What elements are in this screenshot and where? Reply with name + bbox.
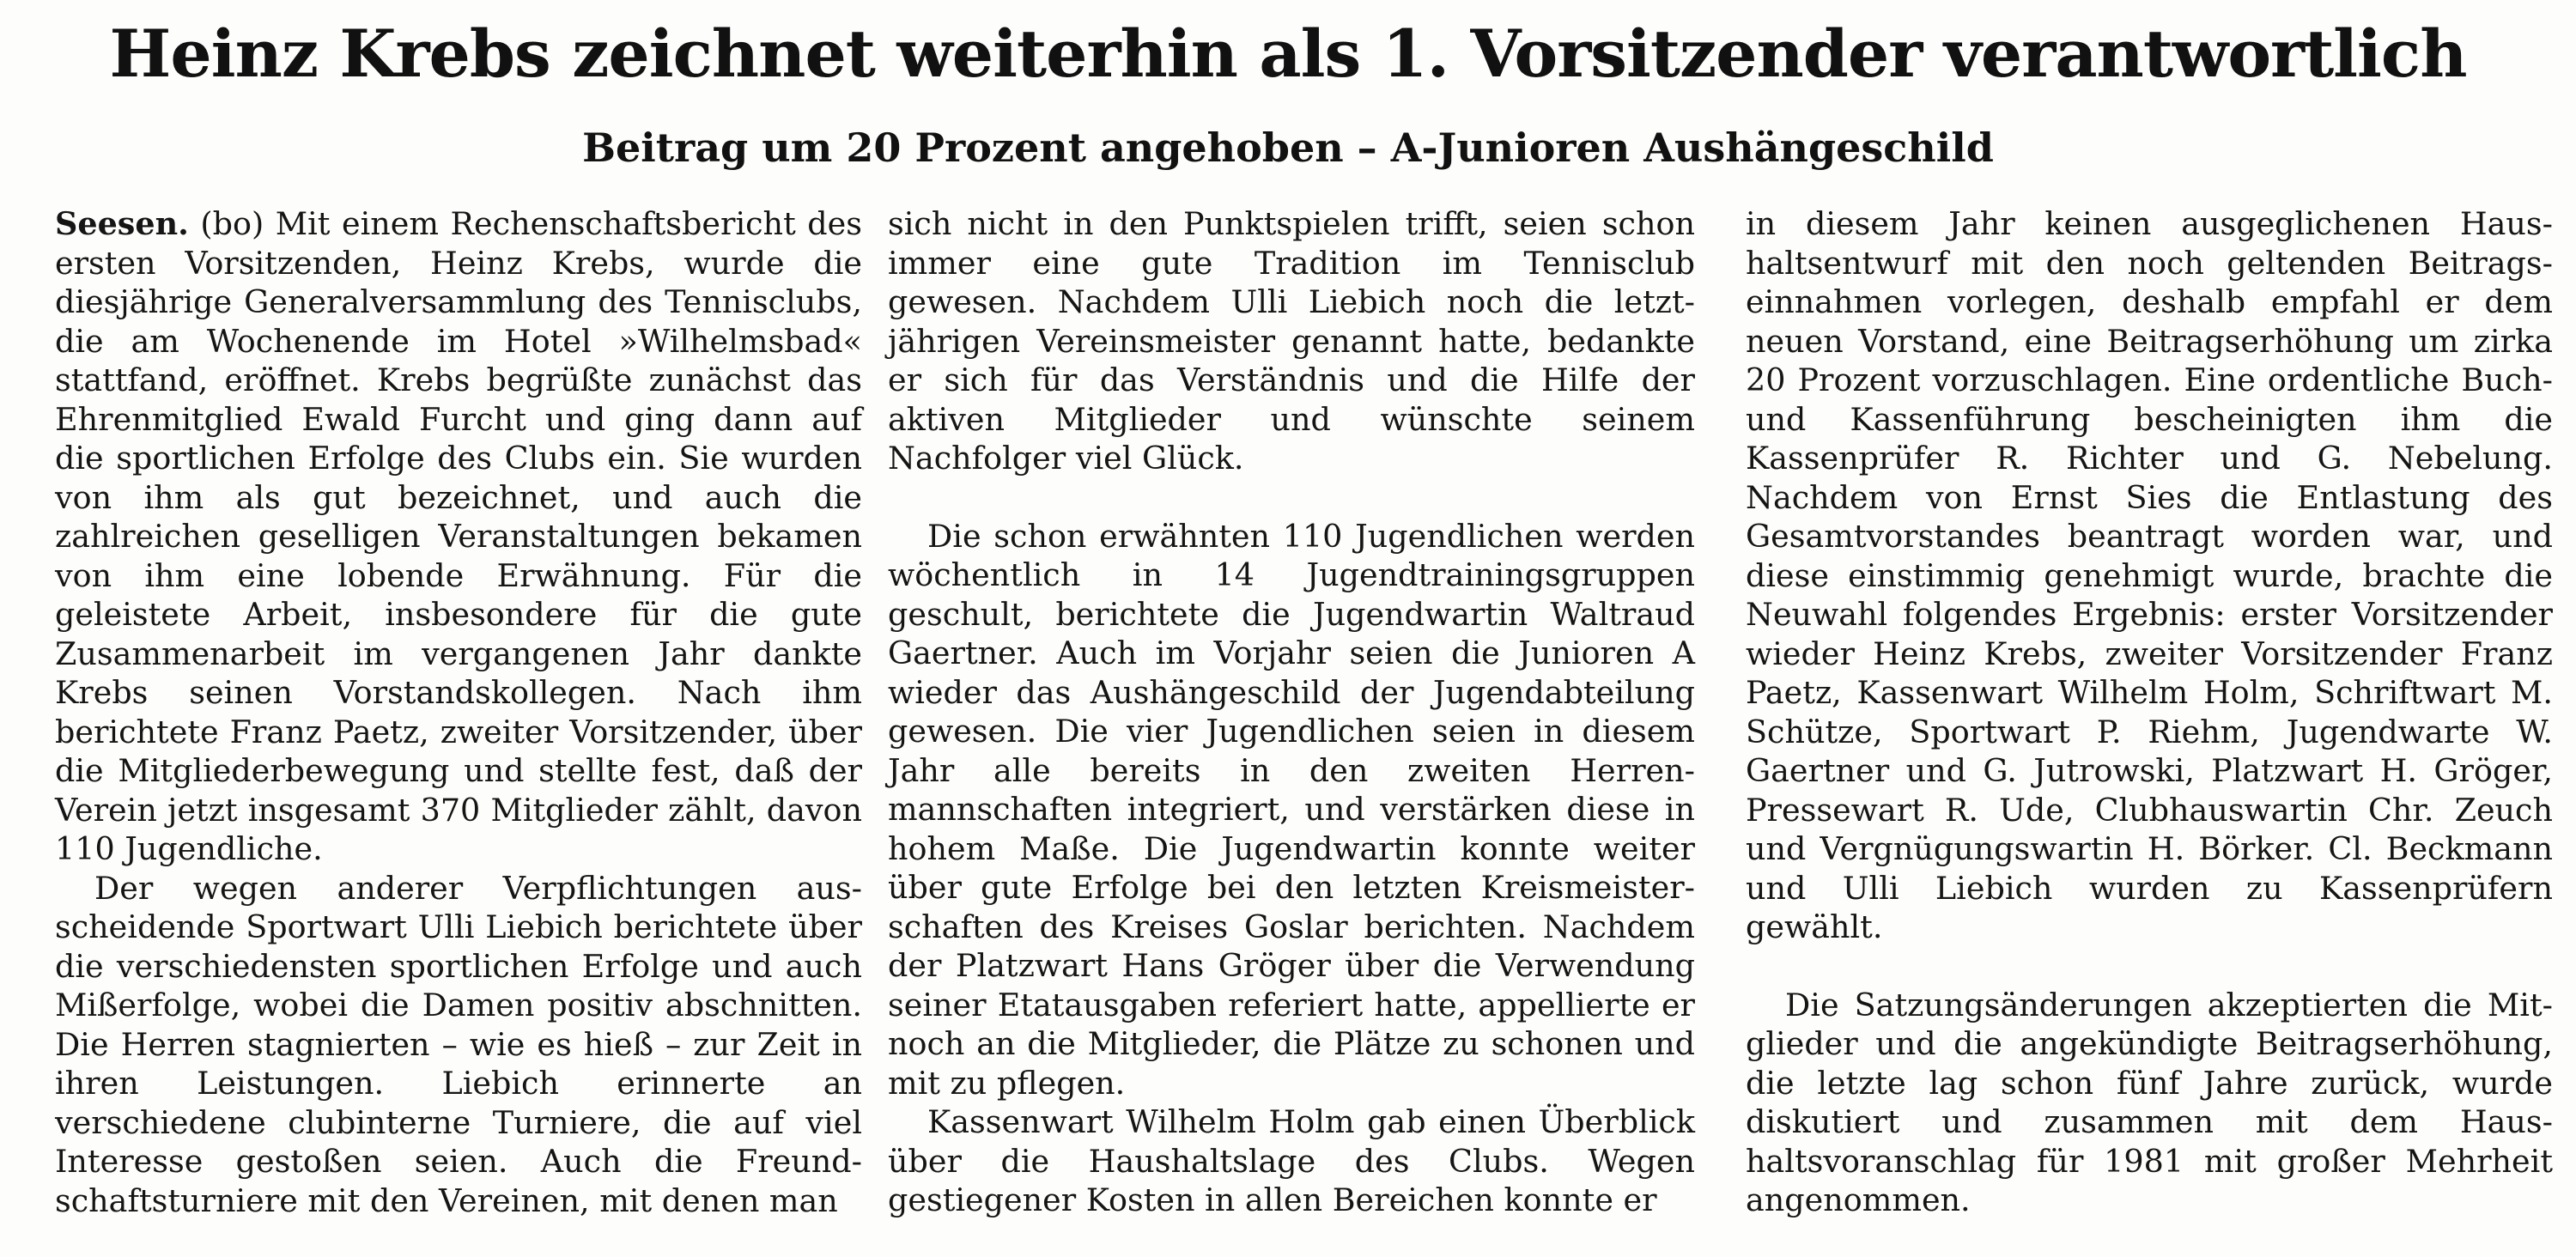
article-column-1 xyxy=(55,204,862,1220)
paragraph-text: (bo) Mit einem Rechenschaftsbericht des ersten Vorsitzenden, Heinz Krebs, wurde die diesjährige Generalversammlung des Tennisclubs, die am Wochenende im Hotel »Wilhelmsbad« stattfand, eröffnet. Krebs begrüßte zunächst das Ehrenmitglied Ewald Furcht und ging dann auf die sportlichen Erfolge des Clubs ein. Sie wurden von ihm als gut bezeichnet, und auch die zahlreichen geselligen Veranstaltungen bekamen von ihm eine lobende Erwähnung. Für die geleistete Arbeit, insbesondere für die gute Zusammenarbeit im vergangenen Jahr dankte Krebs seinen Vorstandskollegen. Nach ihm berichtete Franz Paetz, zweiter Vorsitzender, über die Mitgliederbewegung und stellte fest, daß der Verein jetzt insgesamt 370 Mitglieder zählt, davon 110 Jugendliche. xyxy=(55,205,862,867)
article-paragraph xyxy=(888,1102,1695,1220)
article-column-3 xyxy=(1746,204,2553,1220)
paragraph-text: Der wegen anderer Verpflichtungen ausscheidende Sportwart Ulli Liebich berichtete über die verschiedensten sportlichen Erfolge und auch Mißerfolge, wobei die Damen positiv abschnitten. Die Herren stagnierten – wie es hieß – zur Zeit in ihren Leistungen. Liebich erinnerte an verschiedene clubinterne Turniere, die auf viel Interesse gestoßen seien. Auch die Freundschaftsturniere mit den Vereinen, mit denen man xyxy=(55,869,862,1219)
article-paragraph xyxy=(888,517,1695,1103)
article-headline: Heinz Krebs zeichnet weiterhin als 1. Vorsitzender verantwortlich xyxy=(109,15,2467,92)
article-paragraph xyxy=(55,204,862,869)
article-column-2 xyxy=(888,204,1695,1220)
paragraph-text: Die schon erwähnten 110 Jugendlichen werden wöchentlich in 14 Jugendtrainingsgruppen geschult, berichtete die Jugendwartin Waltraud Gaertner. Auch im Vorjahr seien die Junioren A wieder das Aushängeschild der Jugendabteilung gewesen. Die vier Jugendlichen seien in diesem Jahr alle bereits in den zweiten Herrenmannschaften integriert, und verstärken diese in hohem Maße. Die Jugendwartin konnte weiter über gute Erfolge bei den letzten Kreismeisterschaften des Kreises Goslar berichten. Nachdem der Platzwart Hans Gröger über die Verwendung seiner Etatausgaben referiert hatte, appellierte er noch an die Mitglieder, die Plätze zu schonen und mit zu pflegen. xyxy=(888,517,1695,1102)
article-paragraph xyxy=(55,869,862,1221)
paragraph-text: Die Satzungsänderungen akzeptierten die Mitglieder und die angekündigte Beitragserhöhung, die letzte lag schon fünf Jahre zurück, wurde diskutiert und zusammen mit dem Haushaltsvoranschlag für 1981 mit großer Mehrheit angenommen. xyxy=(1746,986,2553,1218)
article-paragraph xyxy=(888,204,1695,478)
article-paragraph xyxy=(1746,204,2553,947)
article-paragraph xyxy=(1746,986,2553,1220)
paragraph-text: Kassenwart Wilhelm Holm gab einen Überblick über die Haushaltslage des Clubs. Wegen gestiegener Kosten in allen Bereichen konnte er xyxy=(888,1103,1695,1218)
paragraph-text: in diesem Jahr keinen ausgeglichenen Haushaltsentwurf mit den noch geltenden Beitragseinnahmen vorlegen, deshalb empfahl er dem neuen Vorstand, eine Beitragserhöhung um zirka 20 Prozent vorzuschlagen. Eine ordentliche Buch- und Kassenführung bescheinigten ihm die Kassenprüfer R. Richter und G. Nebelung. Nachdem von Ernst Sies die Entlastung des Gesamtvorstandes beantragt worden war, und diese einstimmig genehmigt wurde, brachte die Neuwahl folgendes Ergebnis: erster Vorsitzender wieder Heinz Krebs, zweiter Vorsitzender Franz Paetz, Kassenwart Wilhelm Holm, Schriftwart M. Schütze, Sportwart P. Riehm, Jugendwarte W. Gaertner und G. Jutrowski, Platzwart H. Gröger, Pressewart R. Ude, Clubhauswartin Chr. Zeuch und Vergnügungswartin H. Börker. Cl. Beckmann und Ulli Liebich wurden zu Kassenprüfern gewählt. xyxy=(1746,205,2553,945)
article-subheadline: Beitrag um 20 Prozent angehoben – A-Junioren Aushängeschild xyxy=(582,124,1994,171)
article-dateline: Seesen. xyxy=(55,205,189,242)
paragraph-text: sich nicht in den Punktspielen trifft, seien schon immer eine gute Tradition im Tennisclub gewesen. Nachdem Ulli Liebich noch die letztjährigen Vereinsmeister genannt hatte, bedankte er sich für das Verständnis und die Hilfe der aktiven Mitglieder und wünschte seinem Nachfolger viel Glück. xyxy=(888,205,1695,477)
